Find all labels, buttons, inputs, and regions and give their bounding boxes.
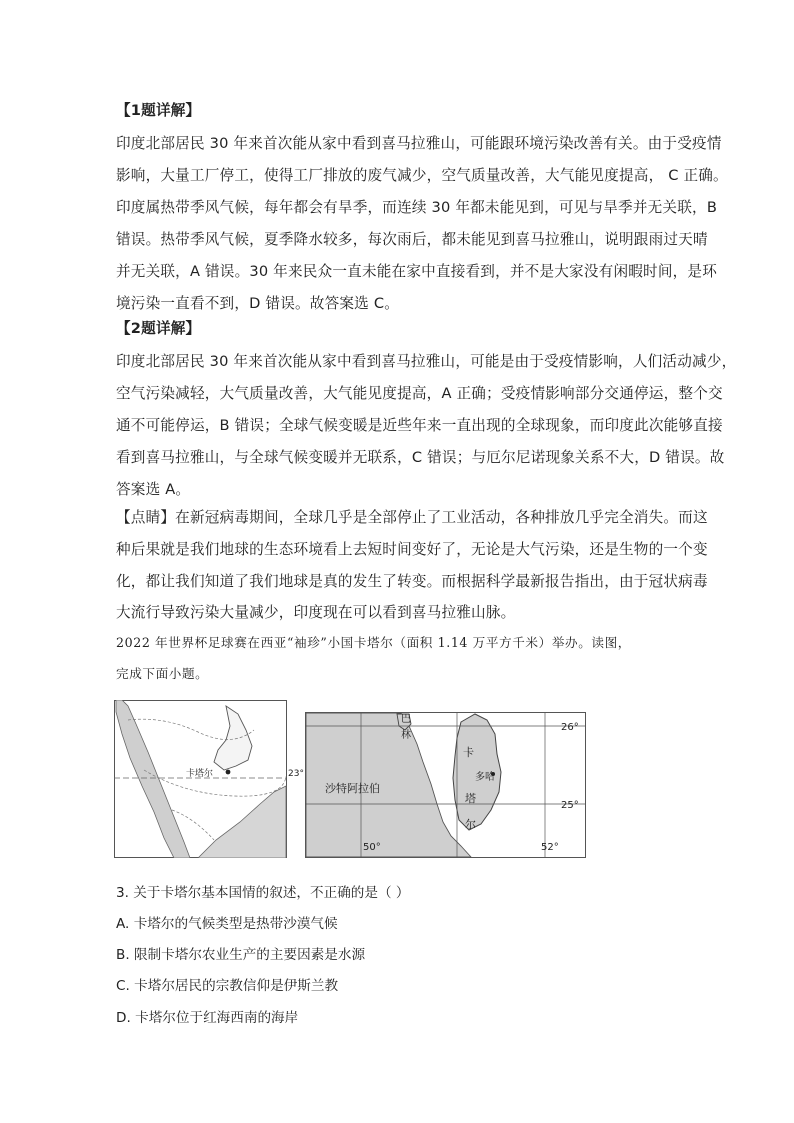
bahrain-label: 林 — [401, 730, 411, 741]
saudi-arabia-label: 沙特阿拉伯 — [325, 782, 380, 795]
qatar-label: 卡 — [463, 746, 474, 759]
section-1-line: 错误。热带季风气候，夏季降水较多，每次雨后，都未能见到喜马拉雅山，说明跟雨过天晴 — [116, 231, 708, 248]
comment-line: 大流行导致污染大量减少，印度现在可以看到喜马拉雅山脉。 — [116, 604, 516, 621]
qatar-label: 尔 — [465, 818, 476, 831]
question-3-option-c: C. 卡塔尔居民的宗教信仰是伊斯兰教 — [116, 978, 339, 994]
section-2-heading: 【2题详解】 — [116, 320, 201, 337]
question-3-option-a: A. 卡塔尔的气候类型是热带沙漠气候 — [116, 916, 338, 932]
question-3-option-d: D. 卡塔尔位于红海西南的海岸 — [116, 1010, 299, 1026]
doha-label: 多哈 — [475, 772, 495, 783]
arabian-peninsula-map — [114, 700, 304, 858]
section-1-line: 印度北部居民 30 年来首次能从家中看到喜马拉雅山，可能跟环境污染改善有关。由于受疫情 — [116, 135, 722, 152]
question-3-stem: 3. 关于卡塔尔基本国情的叙述，不正确的是（ ） — [116, 885, 410, 901]
latitude-label: 23° — [288, 769, 304, 779]
qatar-label: 卡塔尔 — [186, 769, 214, 779]
longitude-label: 52° — [541, 842, 559, 853]
question-3-option-b: B. 限制卡塔尔农业生产的主要因素是水源 — [116, 947, 366, 963]
latitude-label: 25° — [561, 800, 579, 811]
section-1-line: 印度属热带季风气候，每年都会有旱季，而连续 30 年都未能见到，可见与旱季并无关联，B — [116, 199, 718, 216]
longitude-label: 50° — [363, 842, 381, 853]
section-2-line: 印度北部居民 30 年来首次能从家中看到喜马拉雅山，可能是由于受疫情影响，人们活动减少， — [116, 353, 737, 370]
section-2-line: 看到喜马拉雅山，与全球气候变暖并无联系，C 错误；与厄尔尼诺现象关系不大，D 错误。故 — [116, 449, 725, 466]
section-2-line: 答案选 A。 — [116, 481, 191, 498]
comment-line: 【点睛】在新冠病毒期间，全球几乎是全部停止了工业活动，各种排放几乎完全消失。而这 — [116, 509, 708, 526]
comment-line: 种后果就是我们地球的生态环境看上去短时间变好了，无论是大气污染，还是生物的一个变 — [116, 541, 708, 558]
intro-line: 2022 年世界杯足球赛在西亚“袖珍”小国卡塔尔（面积 1.14 万平方千米）举办。读图， — [116, 635, 631, 650]
section-2-line: 空气污染减轻，大气质量改善，大气能见度提高，A 正确；受疫情影响部分交通停运，整个交 — [116, 385, 723, 402]
intro-line: 完成下面小题。 — [116, 666, 209, 681]
qatar-marker — [226, 770, 231, 775]
qatar-detail-map — [305, 700, 595, 858]
comment-line: 化，都让我们知道了我们地球是真的发生了转变。而根据科学最新报告指出，由于冠状病毒 — [116, 573, 708, 590]
section-1-heading: 【1题详解】 — [116, 102, 201, 119]
qatar-label: 塔 — [465, 792, 476, 805]
section-1-line: 并无关联，A 错误。30 年来民众一直未能在家中直接看到，并不是大家没有闲暇时间，是环 — [116, 263, 717, 280]
section-1-line: 境污染一直看不到，D 错误。故答案选 C。 — [116, 295, 400, 312]
section-1-line: 影响，大量工厂停工，使得工厂排放的废气减少，空气质量改善，大气能见度提高， C 正确。 — [116, 167, 728, 184]
bahrain-label: 巴 — [401, 714, 411, 725]
section-2-line: 通不可能停运，B 错误；全球气候变暖是近些年来一直出现的全球现象，而印度此次能够直接 — [116, 417, 723, 434]
latitude-label: 26° — [561, 722, 579, 733]
